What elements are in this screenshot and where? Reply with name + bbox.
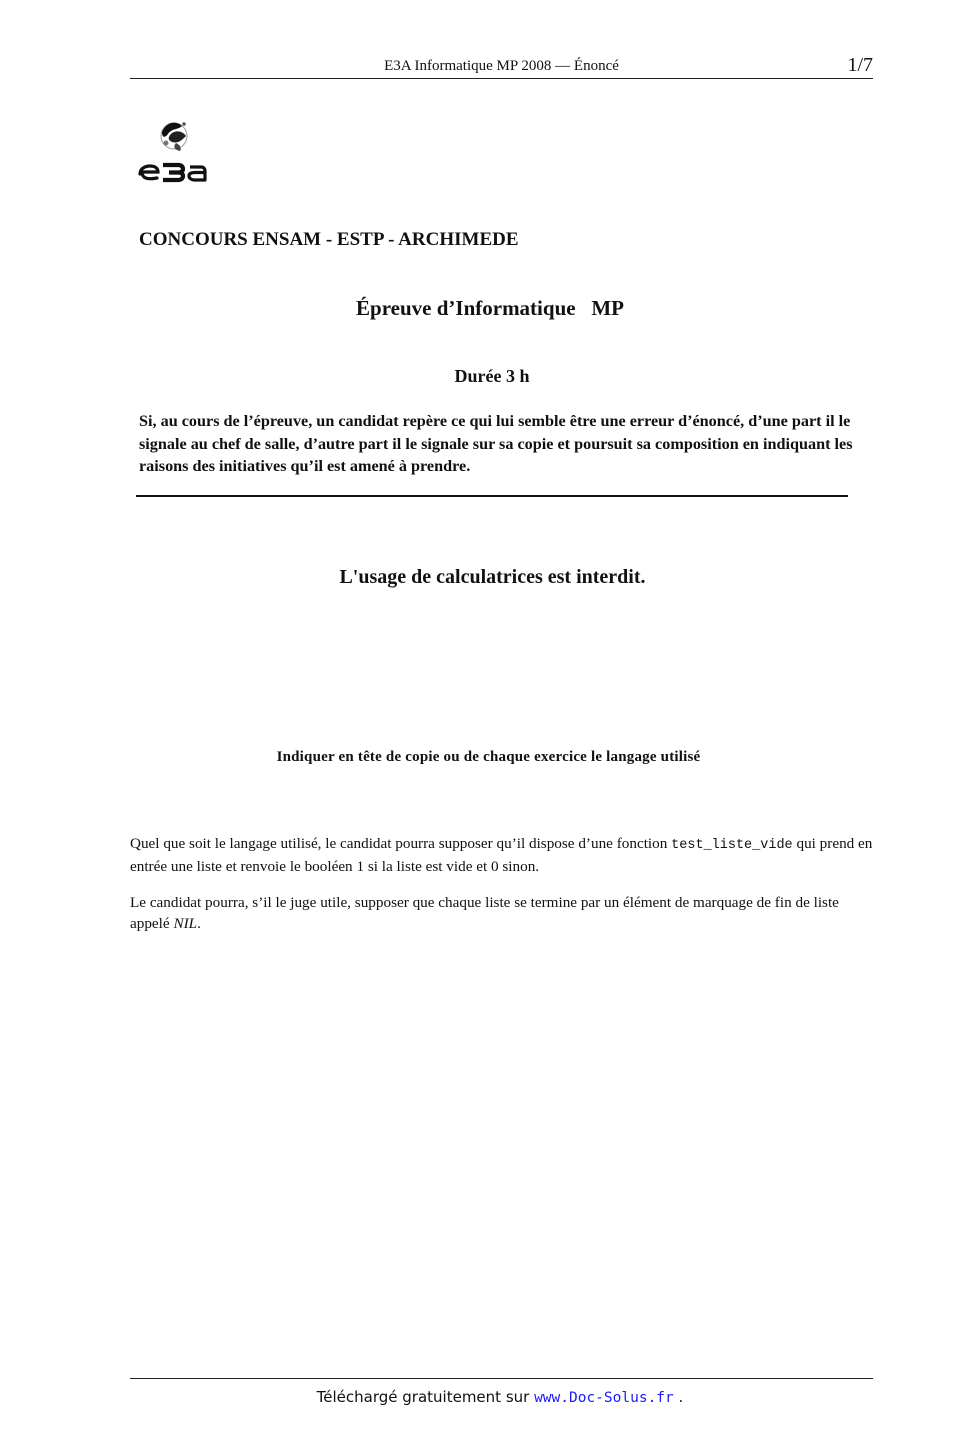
exam-duration: Durée 3 h bbox=[454, 366, 530, 386]
footer-divider bbox=[130, 1378, 873, 1379]
footer-link[interactable]: www.Doc-Solus.fr bbox=[534, 1390, 674, 1406]
e3a-logo-icon bbox=[138, 116, 218, 186]
paragraph1-before: Quel que soit le langage utilisé, le candidat pourra supposer qu’il dispose d’une fonction bbox=[130, 835, 672, 852]
language-instruction: Indiquer en tête de copie ou de chaque exercice le langage utilisé bbox=[276, 749, 701, 765]
footer bbox=[0, 1388, 980, 1406]
paragraph1-after: qui prend en entrée une liste et renvoie le booléen 1 si la liste est vide et 0 sinon. bbox=[130, 835, 873, 875]
calculator-notice: L'usage de calculatrices est interdit. bbox=[339, 566, 646, 588]
running-header bbox=[130, 52, 873, 79]
paragraph-nil bbox=[130, 892, 875, 934]
paragraph2-before: Le candidat pourra, s’il le juge utile, supposer que chaque liste se termine par un élément de marquage de fin de liste appelé bbox=[130, 894, 839, 932]
e3a-logo bbox=[138, 116, 218, 186]
footer-text: Téléchargé gratuitement sur bbox=[316, 1388, 535, 1406]
nil-symbol: NIL bbox=[173, 915, 198, 932]
contest-title: CONCOURS ENSAM - ESTP - ARCHIMEDE bbox=[139, 229, 519, 250]
paragraph2-after: . bbox=[197, 915, 201, 932]
page-number: 1/7 bbox=[847, 54, 873, 76]
divider bbox=[136, 495, 848, 497]
paragraph-test-liste-vide bbox=[130, 833, 875, 877]
exam-title: Épreuve d’Informatique MP bbox=[356, 296, 624, 320]
footer-end: . bbox=[673, 1388, 684, 1406]
header-title: E3A Informatique MP 2008 — Énoncé bbox=[384, 58, 619, 74]
error-notice: Si, au cours de l’épreuve, un candidat repère ce qui lui semble être une erreur d’énoncé, d’une part il le signale au chef de salle, d’autre part il le signale sur sa copie et poursuit sa composition en indiquant les raisons des initiatives qu’il est amené à prendre. bbox=[139, 412, 853, 475]
function-name: test_liste_vide bbox=[671, 838, 793, 853]
